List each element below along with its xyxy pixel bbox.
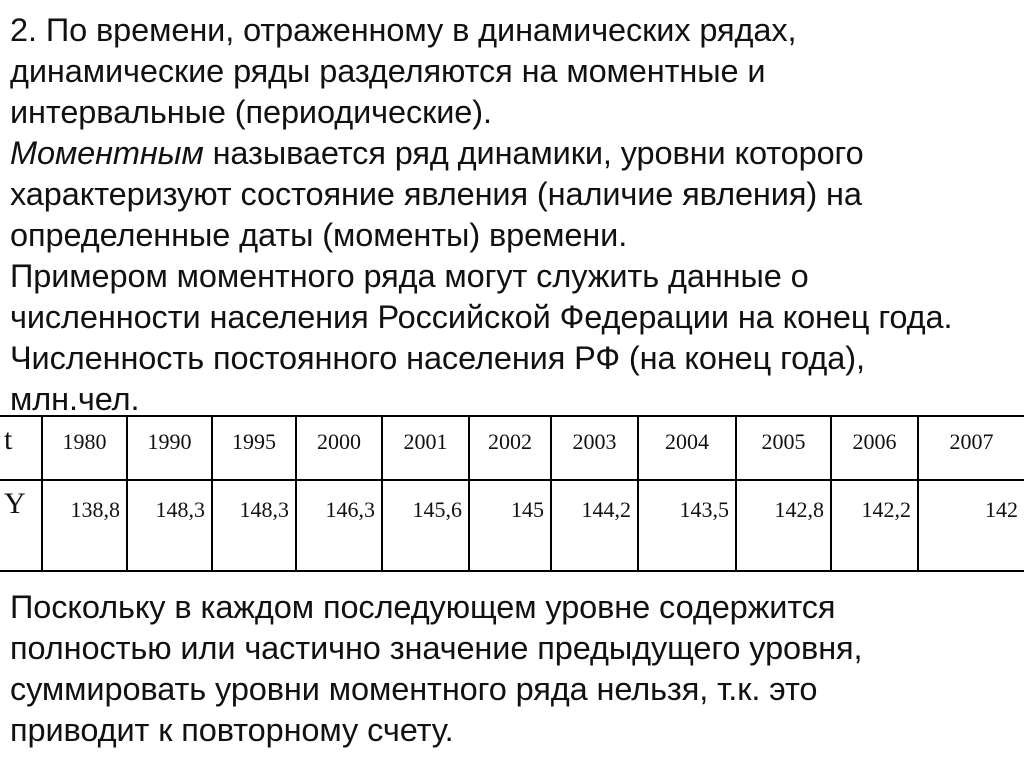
- table-row-years: [0, 416, 1024, 480]
- row-label-y: Y: [0, 480, 42, 571]
- definition-term: Моментным: [10, 135, 204, 171]
- year-cell: 1995: [212, 416, 296, 480]
- value-cell: 148,3: [127, 480, 212, 571]
- year-cell: 1980: [42, 416, 127, 480]
- conclusion-line-3: суммировать уровни моментного ряда нельзя, т.к. это: [10, 671, 818, 707]
- value-cell: 142: [918, 480, 1024, 571]
- conclusion-line-1: Поскольку в каждом последующем уровне содержится: [10, 589, 836, 625]
- main-text-block: [10, 10, 1022, 420]
- definition-line-3: определенные даты (моменты) времени.: [10, 217, 628, 253]
- conclusion-line-2: полностью или частично значение предыдущего уровня,: [10, 630, 863, 666]
- definition-line-1: [10, 133, 1022, 174]
- value-cell: 145: [469, 480, 551, 571]
- example-line-1: Примером моментного ряда могут служить данные о: [10, 258, 809, 294]
- definition-line-1-rest: называется ряд динамики, уровни которого: [203, 135, 864, 171]
- population-table: [0, 415, 1024, 572]
- caption-line-2: млн.чел.: [10, 381, 140, 417]
- value-cell: 148,3: [212, 480, 296, 571]
- conclusion-line-4: приводит к повторному счету.: [10, 712, 454, 748]
- year-cell: 2003: [551, 416, 638, 480]
- value-cell: 143,5: [638, 480, 736, 571]
- row-label-t: t: [0, 416, 42, 480]
- year-cell: 2002: [469, 416, 551, 480]
- value-cell: 142,8: [736, 480, 831, 571]
- intro-line-3: интервальные (периодические).: [10, 94, 492, 130]
- value-cell: 138,8: [42, 480, 127, 571]
- year-cell: 2000: [296, 416, 382, 480]
- table-row-values: [0, 480, 1024, 571]
- intro-line-2: динамические ряды разделяются на моментные и: [10, 53, 766, 89]
- population-table-wrapper: [0, 415, 1024, 538]
- intro-line-1: 2. По времени, отраженному в динамических рядах,: [10, 12, 797, 48]
- value-cell: 146,3: [296, 480, 382, 571]
- definition-line-2: характеризуют состояние явления (наличие явления) на: [10, 176, 862, 212]
- caption-line-1: Численность постоянного населения РФ (на конец года),: [10, 340, 865, 376]
- year-cell: 2005: [736, 416, 831, 480]
- value-cell: 145,6: [382, 480, 469, 571]
- year-cell: 1990: [127, 416, 212, 480]
- year-cell: 2004: [638, 416, 736, 480]
- value-cell: 144,2: [551, 480, 638, 571]
- year-cell: 2001: [382, 416, 469, 480]
- example-line-2: численности населения Российской Федерации на конец года.: [10, 299, 953, 335]
- conclusion-text-block: [10, 587, 1020, 751]
- year-cell: 2006: [831, 416, 918, 480]
- year-cell: 2007: [918, 416, 1024, 480]
- value-cell: 142,2: [831, 480, 918, 571]
